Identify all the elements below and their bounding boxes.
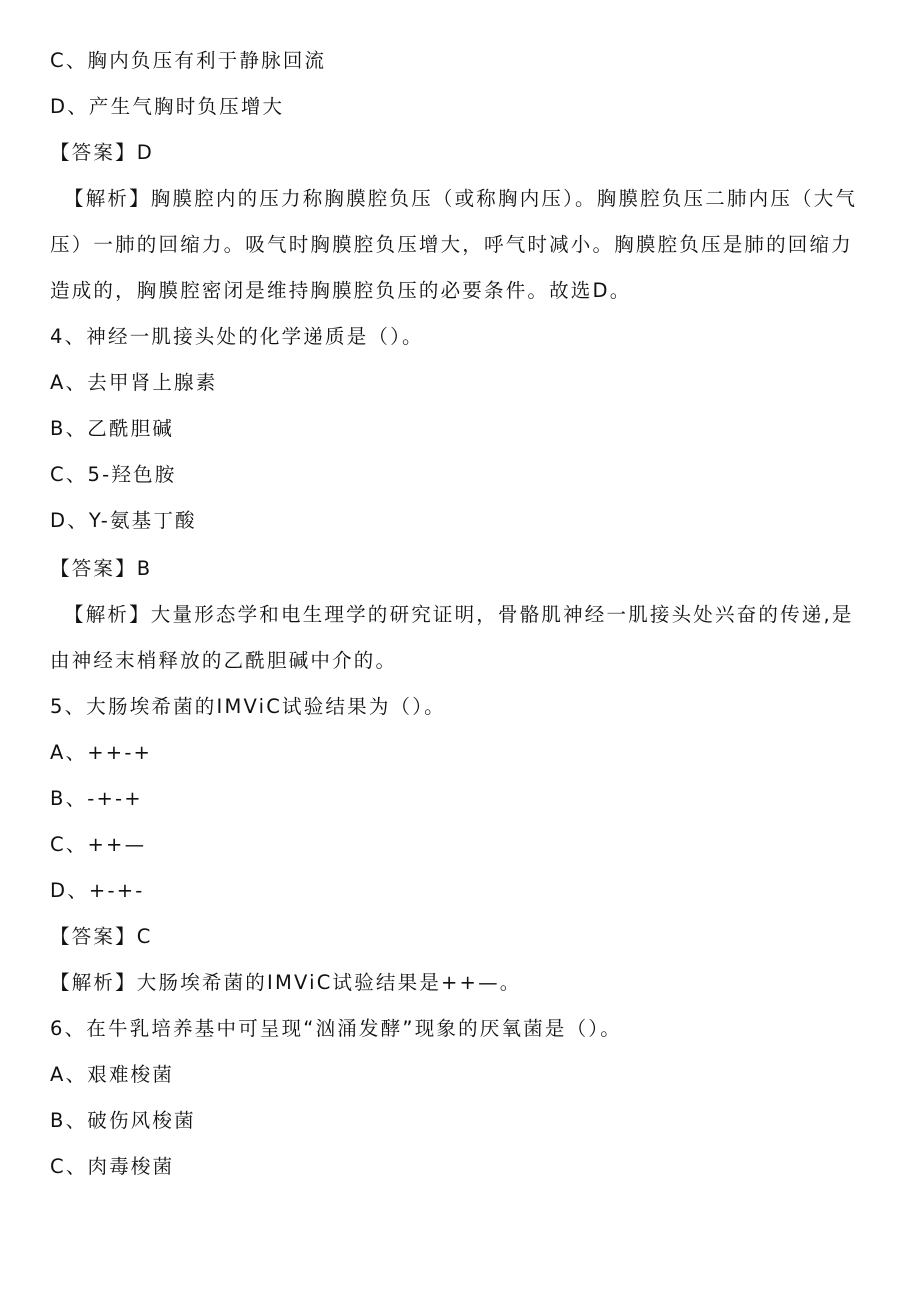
q3-analysis-line-3: 造成的，胸膜腔密闭是维持胸膜腔负压的必要条件。故选D。 — [50, 279, 632, 302]
q6-option-c: C、肉毒梭菌 — [50, 1155, 175, 1178]
q3-analysis-line-2: 压）一肺的回缩力。吸气时胸膜腔负压增大，呼气时减小。胸膜腔负压是肺的回缩力 — [50, 233, 853, 256]
q5-option-b: B、-+-+ — [50, 787, 143, 810]
q6-option-a: A、艰难梭菌 — [50, 1063, 175, 1086]
q5-question: 5、大肠埃希菌的IMViC试验结果为（）。 — [50, 695, 446, 718]
q5-answer: 【答案】C — [50, 925, 153, 948]
q4-analysis-line-1: 【解析】大量形态学和电生理学的研究证明，骨骼肌神经一肌接头处兴奋的传递,是 — [64, 603, 854, 626]
q6-option-b: B、破伤风梭菌 — [50, 1109, 196, 1132]
q4-option-a: A、去甲肾上腺素 — [50, 371, 218, 394]
q5-option-c: C、++— — [50, 833, 147, 856]
q3-option-c: C、胸内负压有利于静脉回流 — [50, 49, 327, 72]
q3-answer: 【答案】D — [50, 141, 155, 164]
q6-question: 6、在牛乳培养基中可呈现“汹涌发酵”现象的厌氧菌是（）。 — [50, 1017, 622, 1040]
q5-option-a: A、++-+ — [50, 741, 153, 764]
q4-option-c: C、5-羟色胺 — [50, 463, 177, 486]
q4-option-b: B、乙酰胆碱 — [50, 417, 175, 440]
q4-answer: 【答案】B — [50, 557, 153, 580]
q4-question: 4、神经一肌接头处的化学递质是（）。 — [50, 325, 424, 348]
q5-option-d: D、+-+- — [50, 879, 145, 902]
q5-analysis: 【解析】大肠埃希菌的IMViC试验结果是++—。 — [50, 971, 522, 994]
q3-analysis-line-1: 【解析】胸膜腔内的压力称胸膜腔负压（或称胸内压）。胸膜腔负压二肺内压（大气 — [64, 187, 858, 210]
q3-option-d: D、产生气胸时负压增大 — [50, 95, 285, 118]
q4-option-d: D、Y-氨基丁酸 — [50, 509, 197, 532]
q4-analysis-line-2: 由神经末梢释放的乙酰胆碱中介的。 — [50, 649, 398, 672]
